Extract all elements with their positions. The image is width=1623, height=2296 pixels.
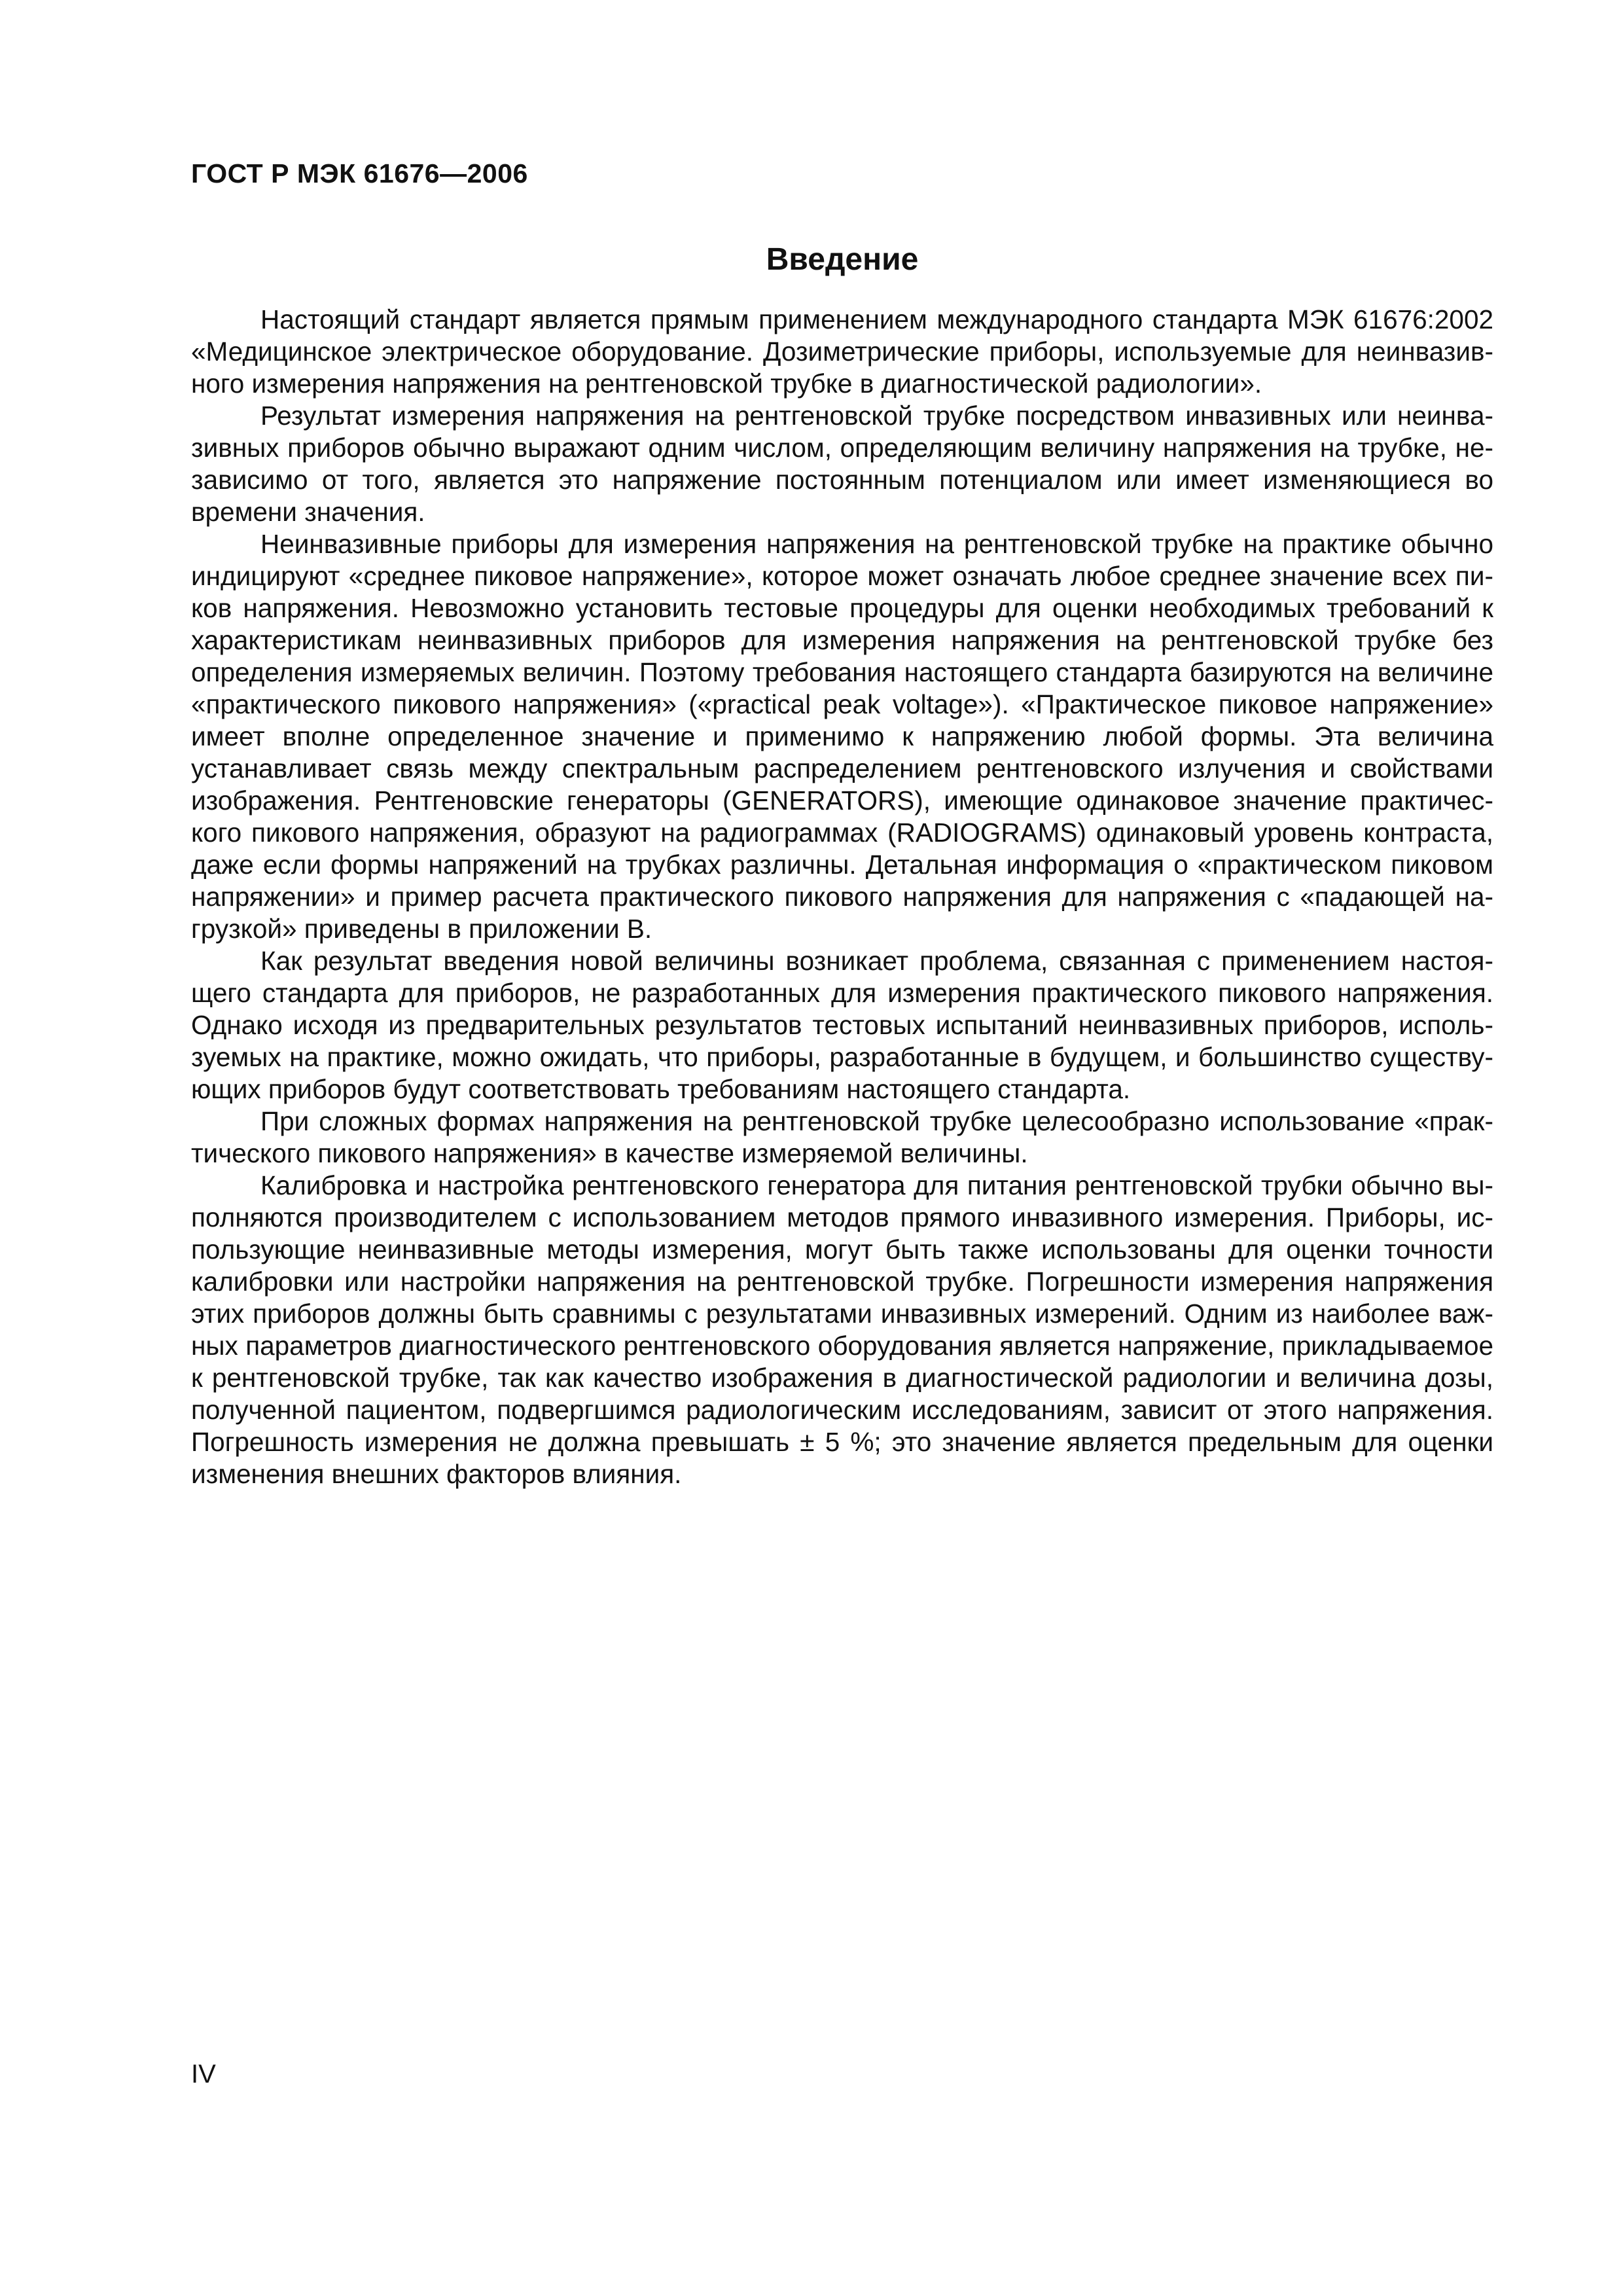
paragraph-2: Результат измерения напряжения на рентгеновской трубке посредством инвазивных или неинвазивных приборов обычно выражают одним числом, определяющим величину напряжения на трубке, независимо от того, является это напряжение постоянным потенциалом или имеет изменяющиеся во времени значения. <box>191 401 1493 527</box>
document-header: ГОСТ Р МЭК 61676—2006 <box>191 158 528 188</box>
section-title: Введение <box>766 242 919 277</box>
paragraph-4: Как результат введения новой величины возникает проблема, связанная с применением настоящего стандарта для приборов, не разработанных для измерения практического пикового напряжения. Однако исходя из предварительных результатов тестовых испытаний неинвазивных приборов, используемых на практике, можно ожидать, что приборы, разработанные в будущем, и большинство существующих приборов будут соответствовать требованиям настоящего стандарта. <box>191 946 1493 1104</box>
page-number: IV <box>191 2060 216 2089</box>
paragraph-6: Калибровка и настройка рентгеновского генератора для питания рентгеновской трубки обычно выполняются производителем с использованием методов прямого инвазивного измерения. Приборы, использующие неинвазивные методы измерения, могут быть также использованы для оценки точности калибровки или настройки напряжения на рентгеновской трубке. Погрешности измерения напряжения этих приборов должны быть сравнимы с результатами инвазивных измерений. Одним из наиболее важных параметров диагностического рентгеновского оборудования является напряжение, прикладываемое к рентгеновской трубке, так как качество изображения в диагностической радиологии и величина дозы, полученной пациентом, подвергшимся радиологическим исследованиям, зависит от этого напряжения. Погрешность измерения не должна превышать ± 5 %; это значение является предельным для оценки изменения внешних факторов влияния. <box>191 1170 1493 1489</box>
paragraph-1: Настоящий стандарт является прямым применением международного стандарта МЭК 61676:2002 «Медицинское электрическое оборудование. Дозиметрические приборы, используемые для неинвазивного измерения напряжения на рентгеновской трубке в диагностической радиологии». <box>191 304 1493 399</box>
paragraph-3: Неинвазивные приборы для измерения напряжения на рентгеновской трубке на практике обычно индицируют «среднее пиковое напряжение», которое может означать любое среднее значение всех пиков напряжения. Невозможно установить тестовые процедуры для оценки необходимых требований к характеристикам неинвазивных приборов для измерения напряжения на рентгеновской трубке без определения измеряемых величин. Поэтому требования настоящего стандарта базируются на величине «практического пикового напряжения» («practical peak voltage»). «Практическое пиковое напряжение» имеет вполне определенное значение и применимо к напряжению любой формы. Эта величина устанавливает связь между спектральным распределением рентгеновского излучения и свойствами изображения. Рентгеновские генераторы (GENERATORS), имеющие одинаковое значение практического пикового напряжения, образуют на радиограммах (RADIOGRAMS) одинаковый уровень контраста, даже если формы напряжений на трубках различны. Детальная информация о «практическом пиковом напряжении» и пример расчета практического пикового напряжения для напряжения с «падающей нагрузкой» приведены в приложении В. <box>191 529 1493 944</box>
paragraph-5: При сложных формах напряжения на рентгеновской трубке целесообразно использование «практического пикового напряжения» в качестве измеряемой величины. <box>191 1106 1493 1168</box>
body-text <box>191 304 1493 1490</box>
